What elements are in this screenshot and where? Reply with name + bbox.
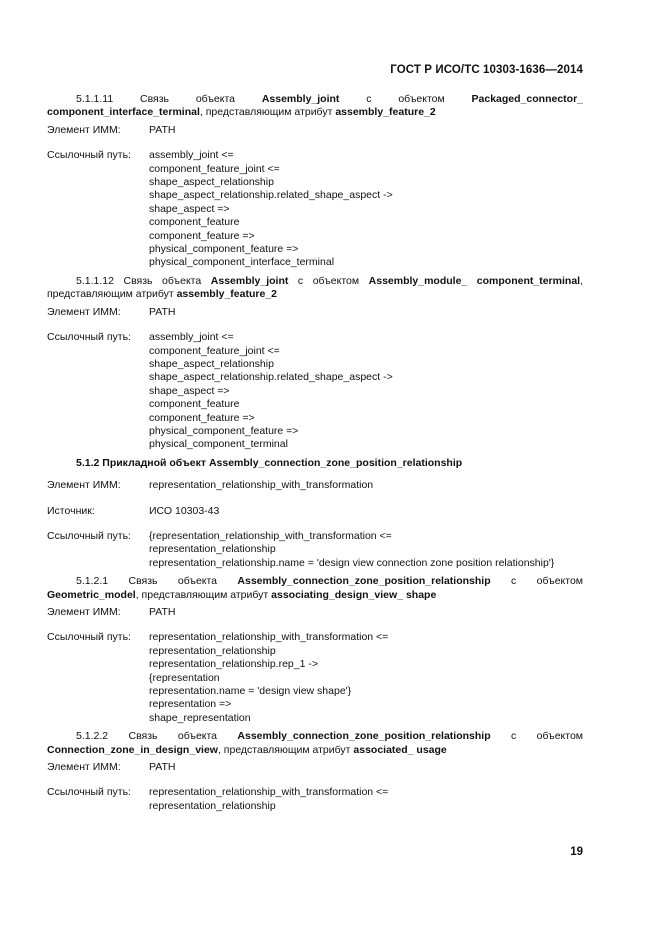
path-line: representation_relationship <box>149 543 276 556</box>
path-line: physical_component_feature => <box>149 243 299 256</box>
imm-row <box>47 761 583 774</box>
imm-label: Элемент ИММ: <box>47 123 121 136</box>
path-line: representation_relationship <box>149 799 276 812</box>
path-line: representation.name = 'design view shape'} <box>149 685 352 698</box>
path-line: representation_relationship <box>149 644 276 657</box>
path-line: physical_component_interface_terminal <box>149 256 335 269</box>
clause-text: с объектом <box>297 274 360 287</box>
path-line: shape_aspect_relationship.related_shape_aspect -> <box>149 371 393 384</box>
clause-text: с объектом <box>366 93 445 105</box>
reference-path-row <box>47 149 583 270</box>
entity-name: Packaged_connector_ component_interface_terminal <box>47 93 583 119</box>
clause-number: 5.1.1.11 <box>76 93 114 105</box>
page-number: 19 <box>570 846 583 858</box>
path-line: shape_aspect_relationship.related_shape_aspect -> <box>149 189 393 202</box>
clause-5-1-1-12 <box>47 275 583 302</box>
clause-text: , представляющим атрибут <box>217 743 351 756</box>
imm-row <box>47 479 583 492</box>
clause-text: Связь объекта <box>140 93 235 105</box>
imm-value: PATH <box>149 305 176 318</box>
entity-name: Assembly_connection_zone_position_relationship <box>237 730 491 743</box>
path-line: component_feature <box>149 216 240 229</box>
path-line: component_feature_joint <= <box>149 162 280 175</box>
entity-name: Assembly_joint <box>210 274 289 287</box>
clause-text: Связь объекта <box>123 274 202 287</box>
clause-text: , представляющим атрибут <box>199 106 333 119</box>
path-line: shape_aspect => <box>149 384 230 397</box>
path-line: {representation_relationship_with_transformation <= <box>149 529 392 542</box>
clause-text: с объектом <box>511 730 583 743</box>
path-line: component_feature => <box>149 411 255 424</box>
source-value: ИСО 10303-43 <box>149 504 220 517</box>
path-line: assembly_joint <= <box>149 331 234 344</box>
imm-label: Элемент ИММ: <box>47 305 121 318</box>
path-line: shape_aspect_relationship <box>149 176 274 189</box>
path-line: component_feature_joint <= <box>149 344 280 357</box>
path-line: component_feature => <box>149 229 255 242</box>
clause-number: 5.1.1.12 <box>76 274 114 287</box>
reference-path-label: Ссылочный путь: <box>47 786 131 799</box>
clause-text: с объектом <box>511 575 583 588</box>
path-line: assembly_joint <= <box>149 149 234 162</box>
imm-row <box>47 306 583 319</box>
path-line: representation_relationship_with_transformation <= <box>149 631 389 644</box>
imm-value: representation_relationship_with_transformation <box>149 479 374 492</box>
reference-path <box>149 149 583 270</box>
entity-name: Geometric_model <box>47 588 136 601</box>
reference-path-row <box>47 530 583 570</box>
attribute-name: assembly_feature_2 <box>335 106 436 119</box>
clause-5-1-2-1 <box>47 575 583 602</box>
imm-value: PATH <box>149 606 176 618</box>
clause-text: , представляющим атрибут <box>47 274 583 301</box>
document-header: ГОСТ Р ИСО/ТС 10303-1636—2014 <box>390 64 583 76</box>
clause-number: 5.1.2.1 <box>76 575 109 588</box>
path-line: shape_representation <box>149 711 251 724</box>
path-line: representation_relationship.name = 'design view connection zone position relationship'} <box>149 556 555 569</box>
source-label: Источник: <box>47 504 95 517</box>
clause-text: , представляющим атрибут <box>135 588 269 601</box>
reference-path-label: Ссылочный путь: <box>47 529 131 542</box>
reference-path-label: Ссылочный путь: <box>47 631 131 644</box>
imm-label: Элемент ИММ: <box>47 761 121 774</box>
entity-name: Assembly_connection_zone_position_relationship <box>237 575 491 588</box>
entity-name: Assembly_module_ component_terminal <box>368 274 581 287</box>
clause-5-1-1-11 <box>47 93 583 120</box>
path-line: shape_aspect => <box>149 202 230 215</box>
reference-path <box>149 631 583 725</box>
path-line: physical_component_terminal <box>149 438 288 451</box>
path-line: {representation <box>149 671 220 684</box>
reference-path <box>149 786 583 813</box>
path-line: physical_component_feature => <box>149 424 299 437</box>
reference-path-row <box>47 786 583 813</box>
imm-value: PATH <box>149 123 176 136</box>
attribute-name: assembly_feature_2 <box>176 288 277 301</box>
imm-row <box>47 124 583 137</box>
reference-path <box>149 331 583 452</box>
attribute-name: associated_ usage <box>353 743 447 756</box>
source-row <box>47 505 583 518</box>
imm-label: Элемент ИММ: <box>47 606 121 618</box>
imm-row <box>47 606 583 619</box>
page-body <box>47 93 583 813</box>
path-line: component_feature <box>149 398 240 411</box>
clause-text: Связь объекта <box>128 730 218 743</box>
section-heading-5-1-2: 5.1.2 Прикладной объект Assembly_connection_zone_position_relationship <box>76 456 463 469</box>
clause-5-1-2-2 <box>47 730 583 757</box>
clause-number: 5.1.2.2 <box>76 730 109 743</box>
clause-text: Связь объекта <box>128 575 218 588</box>
reference-path-row <box>47 631 583 725</box>
imm-label: Элемент ИММ: <box>47 479 121 492</box>
reference-path-label: Ссылочный путь: <box>47 149 131 162</box>
entity-name: Connection_zone_in_design_view <box>47 743 218 756</box>
entity-name: Assembly_joint <box>261 93 340 105</box>
reference-path <box>149 530 583 570</box>
path-line: representation_relationship_with_transformation <= <box>149 786 389 799</box>
reference-path-label: Ссылочный путь: <box>47 331 131 344</box>
attribute-name: associating_design_view_ shape <box>271 588 437 601</box>
path-line: shape_aspect_relationship <box>149 357 274 370</box>
reference-path-row <box>47 331 583 452</box>
path-line: representation => <box>149 698 232 711</box>
imm-value: PATH <box>149 761 176 774</box>
path-line: representation_relationship.rep_1 -> <box>149 658 318 671</box>
